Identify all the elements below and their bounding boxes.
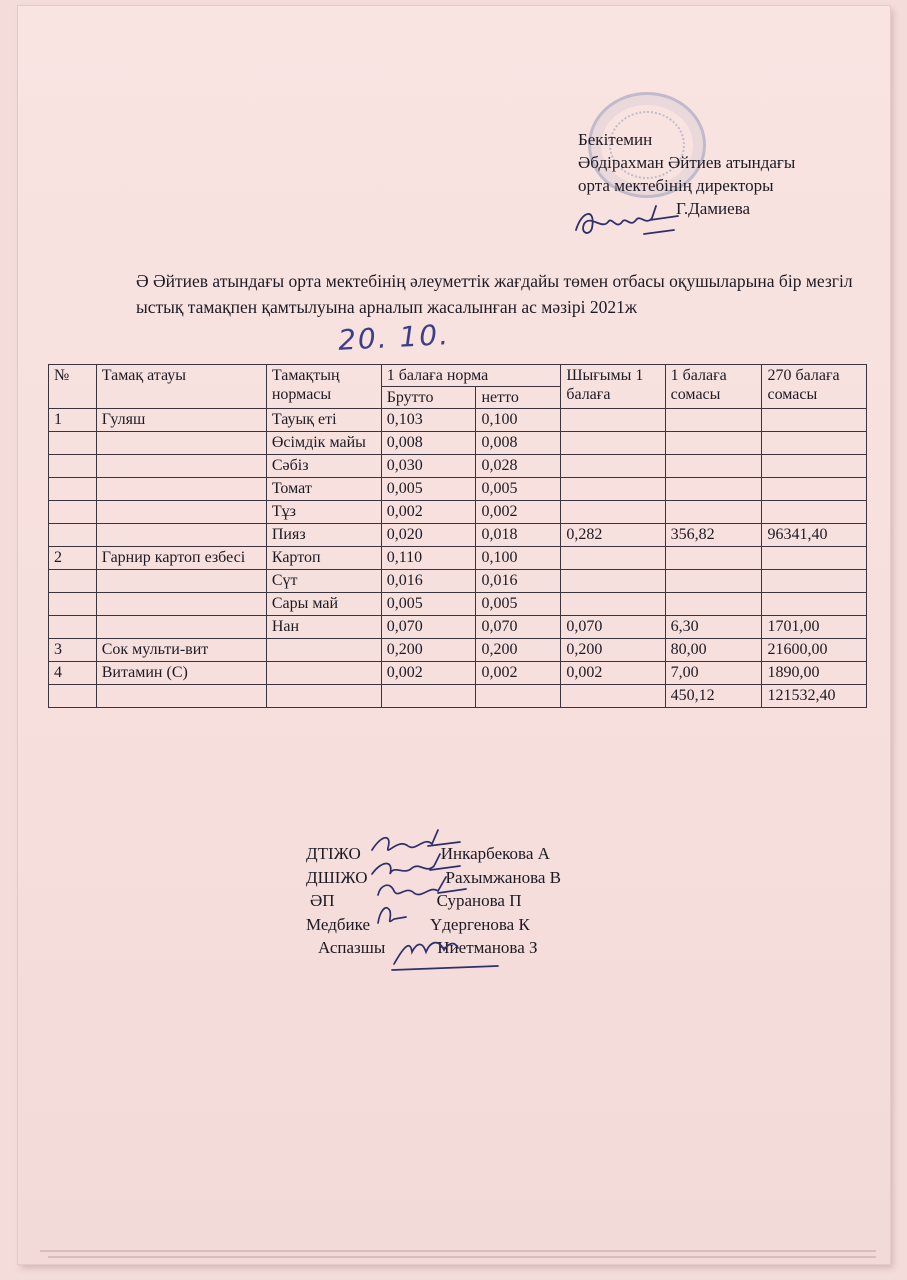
cell-sum-270 — [762, 432, 867, 455]
handwritten-date: 20. 10. — [337, 318, 451, 357]
cell-netto: 0,070 — [476, 616, 561, 639]
cell-sum-one: 80,00 — [665, 639, 762, 662]
cell-brutto: 0,030 — [381, 455, 476, 478]
cell-yield: 0,282 — [561, 524, 665, 547]
cell-num — [49, 501, 97, 524]
signature-name: Ниетманова З — [437, 938, 538, 957]
cell-dish — [96, 455, 266, 478]
signature-role: Медбике — [306, 914, 370, 934]
cell-ingredient: Пияз — [266, 524, 381, 547]
cell-num — [49, 524, 97, 547]
cell-sum-one — [665, 593, 762, 616]
cell-dish: Витамин (С) — [96, 662, 266, 685]
approval-line: орта мектебінің директоры — [578, 176, 774, 195]
table-header-row — [49, 365, 867, 387]
approval-line: Әбдірахман Әйтиев атындағы — [578, 153, 796, 172]
col-netto: нетто — [476, 387, 561, 409]
table-row — [49, 570, 867, 593]
signature-role: ӘП — [310, 891, 335, 910]
cell-sum-one — [665, 570, 762, 593]
cell-sum-270: 96341,40 — [762, 524, 867, 547]
cell-netto: 0,008 — [476, 432, 561, 455]
cell-brutto — [381, 685, 476, 708]
cell-ingredient: Өсімдік майы — [266, 432, 381, 455]
col-yield: Шығымы 1 балаға — [561, 365, 665, 409]
cell-ingredient — [266, 662, 381, 685]
cell-ingredient: Нан — [266, 616, 381, 639]
cell-sum-270 — [762, 593, 867, 616]
cell-netto: 0,100 — [476, 547, 561, 570]
cell-ingredient: Сүт — [266, 570, 381, 593]
cell-sum-270 — [762, 501, 867, 524]
cell-ingredient: Сәбіз — [266, 455, 381, 478]
cell-sum-one: 7,00 — [665, 662, 762, 685]
cell-num: 4 — [49, 662, 97, 685]
table-row — [49, 501, 867, 524]
col-sum-270: 270 балаға сомасы — [762, 365, 867, 409]
signature-role: ДТІЖО — [306, 844, 361, 863]
cell-sum-270 — [762, 409, 867, 432]
table-body — [49, 409, 867, 708]
cell-ingredient: Тауық еті — [266, 409, 381, 432]
cell-yield — [561, 685, 665, 708]
cell-sum-270: 121532,40 — [762, 685, 867, 708]
cell-sum-one — [665, 432, 762, 455]
cell-netto: 0,005 — [476, 593, 561, 616]
signature-name: Суранова П — [436, 891, 522, 910]
cell-yield: 0,200 — [561, 639, 665, 662]
cell-netto: 0,028 — [476, 455, 561, 478]
cell-netto: 0,002 — [476, 501, 561, 524]
paper-edge — [48, 1256, 876, 1258]
cell-num — [49, 593, 97, 616]
cell-sum-one — [665, 501, 762, 524]
cell-sum-270 — [762, 570, 867, 593]
cell-yield — [561, 478, 665, 501]
cell-dish — [96, 616, 266, 639]
table-row — [49, 524, 867, 547]
cell-dish — [96, 478, 266, 501]
cell-sum-one — [665, 547, 762, 570]
menu-table — [48, 364, 867, 708]
cell-num — [49, 432, 97, 455]
signature-name: Рахымжанова В — [445, 867, 562, 887]
cell-yield — [561, 409, 665, 432]
cell-num: 3 — [49, 639, 97, 662]
cell-sum-one — [665, 455, 762, 478]
cell-num — [49, 570, 97, 593]
cell-sum-one: 450,12 — [665, 685, 762, 708]
table-row — [49, 455, 867, 478]
cell-yield — [561, 455, 665, 478]
cell-netto: 0,100 — [476, 409, 561, 432]
signature-name: Үдергенова К — [430, 914, 530, 934]
cell-dish — [96, 501, 266, 524]
cell-dish — [96, 432, 266, 455]
signature-role: Аспазшы — [318, 938, 386, 957]
cell-num — [49, 616, 97, 639]
cell-yield: 0,002 — [561, 662, 665, 685]
cell-brutto: 0,005 — [381, 478, 476, 501]
cell-sum-one — [665, 409, 762, 432]
cell-yield — [561, 501, 665, 524]
cell-sum-270 — [762, 547, 867, 570]
cell-sum-one — [665, 478, 762, 501]
cell-sum-one: 6,30 — [665, 616, 762, 639]
cell-yield: 0,070 — [561, 616, 665, 639]
table-row — [49, 616, 867, 639]
cell-dish: Сок мульти-вит — [96, 639, 266, 662]
table-row — [49, 478, 867, 501]
cell-ingredient: Сары май — [266, 593, 381, 616]
table-row — [49, 547, 867, 570]
handwritten-signature — [388, 930, 500, 974]
cell-sum-270 — [762, 455, 867, 478]
cell-sum-270: 1890,00 — [762, 662, 867, 685]
table-row — [49, 593, 867, 616]
cell-ingredient — [266, 639, 381, 662]
table-row — [49, 409, 867, 432]
signature-role: ДШІЖО — [306, 867, 368, 887]
signature-block — [306, 842, 561, 960]
cell-dish: Гарнир картоп езбесі — [96, 547, 266, 570]
cell-sum-270: 1701,00 — [762, 616, 867, 639]
col-sum-one: 1 балаға сомасы — [665, 365, 762, 409]
table-row — [49, 662, 867, 685]
cell-brutto: 0,005 — [381, 593, 476, 616]
cell-brutto: 0,110 — [381, 547, 476, 570]
cell-brutto: 0,020 — [381, 524, 476, 547]
col-num: № — [49, 365, 97, 409]
col-norm: Тамақтың нормасы — [266, 365, 381, 409]
col-per-child: 1 балаға норма — [381, 365, 561, 387]
col-brutto: Брутто — [381, 387, 476, 409]
cell-yield — [561, 547, 665, 570]
signature-name: Инкарбекова А — [440, 844, 550, 863]
paper-edge — [40, 1250, 876, 1252]
cell-yield — [561, 432, 665, 455]
cell-ingredient: Картоп — [266, 547, 381, 570]
cell-ingredient — [266, 685, 381, 708]
cell-dish — [96, 570, 266, 593]
cell-dish — [96, 524, 266, 547]
cell-num: 1 — [49, 409, 97, 432]
cell-ingredient: Тұз — [266, 501, 381, 524]
signature-row — [306, 936, 561, 960]
director-signature — [570, 200, 680, 244]
cell-netto — [476, 685, 561, 708]
cell-sum-one: 356,82 — [665, 524, 762, 547]
cell-netto: 0,002 — [476, 662, 561, 685]
cell-dish — [96, 685, 266, 708]
cell-dish: Гуляш — [96, 409, 266, 432]
document-title: Ә Әйтиев атындағы орта мектебінің әлеуметтік жағдайы төмен отбасы оқушыларына бір мезгіл ыстық тамақпен қамтылуына арналып жасалынған ас мәзірі 2021ж — [136, 271, 853, 317]
cell-ingredient: Томат — [266, 478, 381, 501]
approval-line: Бекітемин — [578, 130, 653, 149]
cell-dish — [96, 593, 266, 616]
cell-brutto: 0,103 — [381, 409, 476, 432]
cell-netto: 0,018 — [476, 524, 561, 547]
cell-yield — [561, 570, 665, 593]
cell-num — [49, 455, 97, 478]
table-row — [49, 432, 867, 455]
cell-netto: 0,200 — [476, 639, 561, 662]
cell-sum-270 — [762, 478, 867, 501]
cell-brutto: 0,008 — [381, 432, 476, 455]
cell-sum-270: 21600,00 — [762, 639, 867, 662]
cell-num: 2 — [49, 547, 97, 570]
director-name: Г.Дамиева — [676, 199, 751, 218]
col-dish: Тамақ атауы — [96, 365, 266, 409]
cell-num — [49, 478, 97, 501]
cell-netto: 0,005 — [476, 478, 561, 501]
cell-brutto: 0,200 — [381, 639, 476, 662]
table-row — [49, 685, 867, 708]
cell-brutto: 0,002 — [381, 501, 476, 524]
cell-num — [49, 685, 97, 708]
cell-brutto: 0,016 — [381, 570, 476, 593]
cell-netto: 0,016 — [476, 570, 561, 593]
table-row — [49, 639, 867, 662]
cell-brutto: 0,070 — [381, 616, 476, 639]
cell-brutto: 0,002 — [381, 662, 476, 685]
cell-yield — [561, 593, 665, 616]
